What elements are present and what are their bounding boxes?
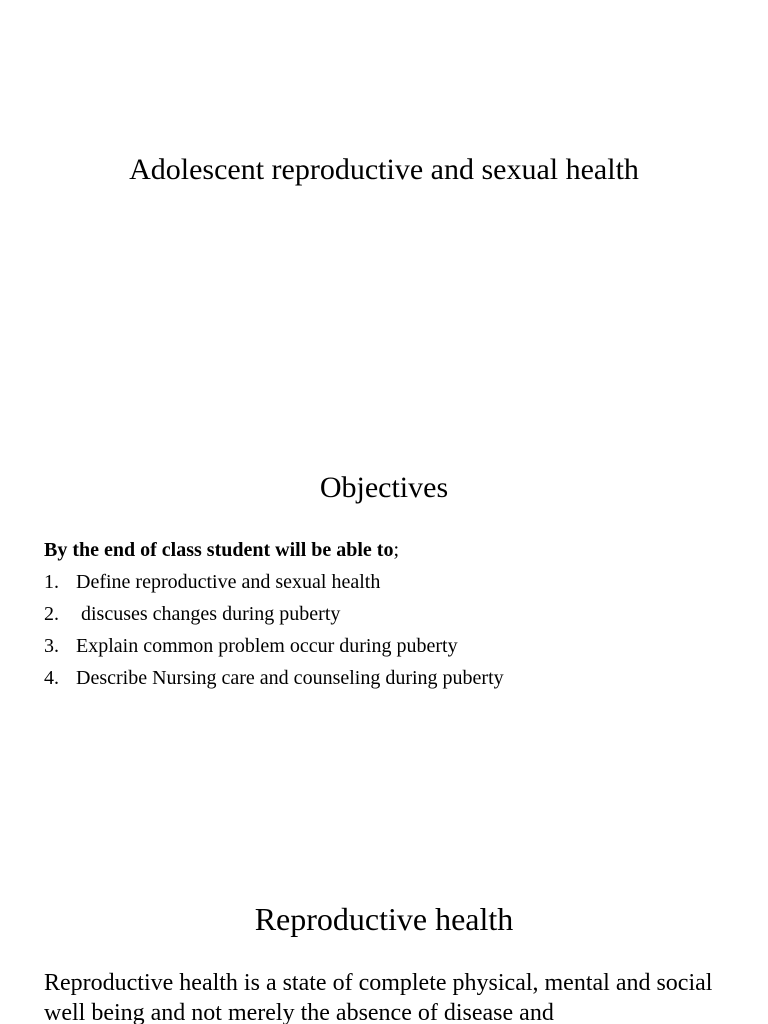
- list-item: [44, 570, 504, 602]
- list-item-text: Define reproductive and sexual health: [76, 571, 381, 593]
- list-item-text: Describe Nursing care and counseling during puberty: [76, 667, 504, 689]
- list-item-number: 2.: [44, 603, 59, 625]
- list-item: [44, 634, 504, 666]
- list-item-text: Explain common problem occur during puberty: [76, 635, 458, 657]
- list-item-number: 3.: [44, 635, 59, 657]
- slide-title: [0, 0, 768, 430]
- list-item-number: 1.: [44, 571, 59, 593]
- body-paragraph: Reproductive health is a state of complete physical, mental and social well being and not merely the absence of disease and: [44, 970, 713, 1024]
- list-item-text: discuses changes during puberty: [76, 603, 341, 625]
- objectives-intro-bold: By the end of class student will be able to: [44, 539, 394, 561]
- objectives-intro: [44, 538, 399, 562]
- document-title: Adolescent reproductive and sexual health: [129, 153, 639, 186]
- list-item: [44, 602, 504, 634]
- objectives-intro-tail: ;: [393, 539, 400, 561]
- slide-reproductive-health: [0, 860, 768, 1024]
- section-heading: Reproductive health: [254, 901, 514, 937]
- list-item-number: 4.: [44, 667, 59, 689]
- objectives-heading: Objectives: [319, 471, 449, 504]
- list-item: [44, 666, 504, 698]
- objectives-list: [44, 570, 504, 698]
- slide-objectives: [0, 430, 768, 860]
